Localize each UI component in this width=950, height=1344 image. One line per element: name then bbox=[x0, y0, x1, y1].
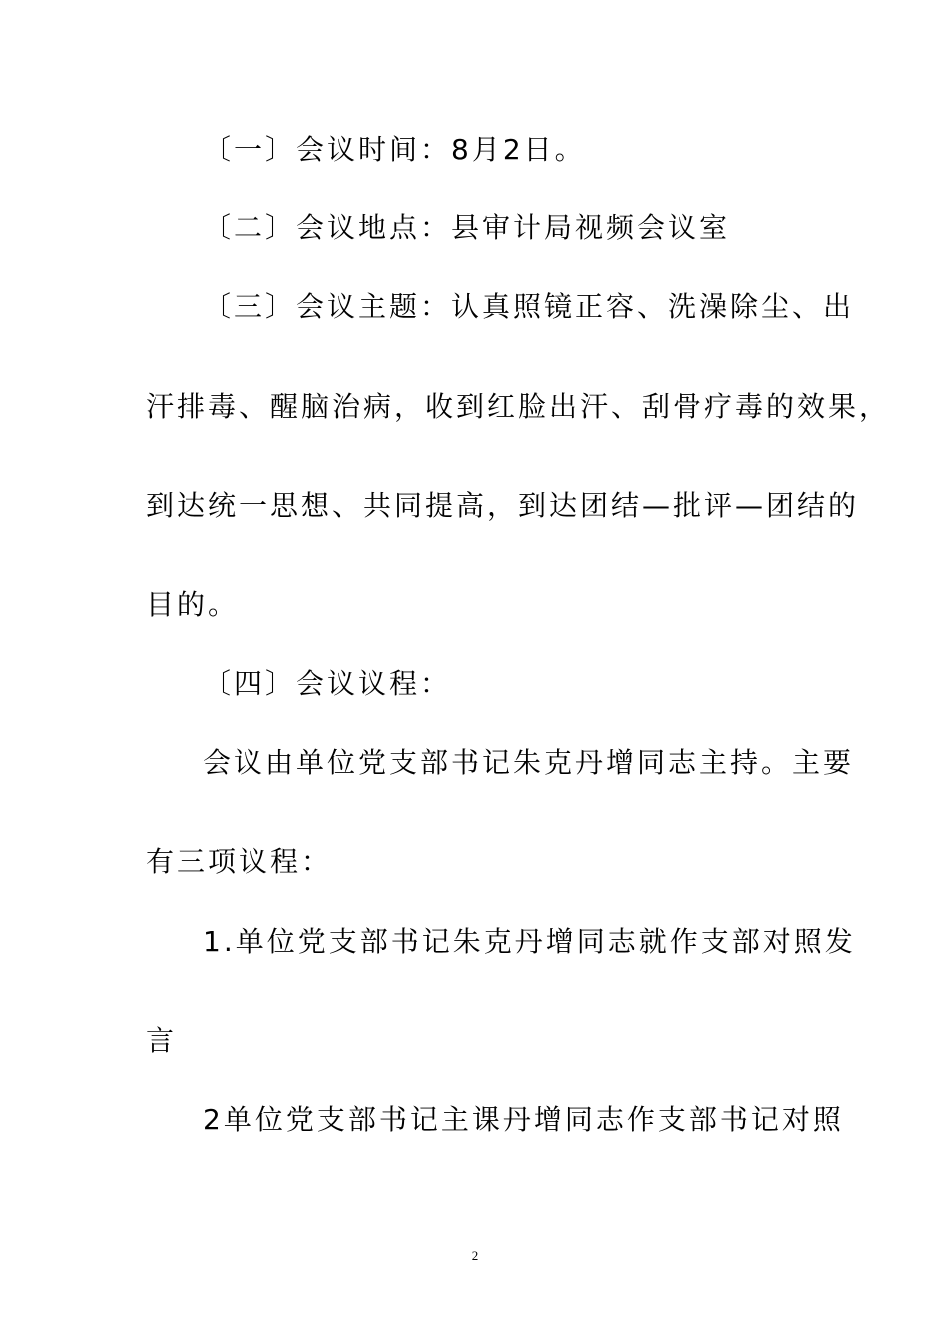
meeting-time-line: 〔一〕会议时间：8月2日。 bbox=[203, 133, 586, 166]
meeting-theme-continued-line-2: 到达统一思想、共同提高，到达团结—批评—团结的 bbox=[146, 489, 860, 522]
meeting-location-line: 〔二〕会议地点：县审计局视频会议室 bbox=[203, 211, 731, 244]
agenda-intro-line: 会议由单位党支部书记朱克丹增同志主持。主要 bbox=[203, 746, 855, 779]
agenda-item-1-line: 1.单位党支部书记朱克丹增同志就作支部对照发 bbox=[203, 925, 856, 958]
agenda-intro-continued-line: 有三项议程： bbox=[146, 845, 333, 878]
agenda-item-2-line: 2单位党支部书记主课丹增同志作支部书记对照 bbox=[203, 1103, 844, 1136]
meeting-theme-line: 〔三〕会议主题：认真照镜正容、洗澡除尘、出 bbox=[203, 290, 855, 323]
meeting-agenda-heading: 〔四〕会议议程： bbox=[203, 667, 452, 700]
meeting-theme-continued-line-3: 目的。 bbox=[146, 588, 240, 621]
meeting-theme-continued-line-1: 汗排毒、醒脑治病，收到红脸出汗、刮骨疗毒的效果， bbox=[146, 390, 891, 423]
page-number: 2 bbox=[471, 1248, 479, 1263]
agenda-item-1-continued-line: 言 bbox=[146, 1024, 178, 1057]
